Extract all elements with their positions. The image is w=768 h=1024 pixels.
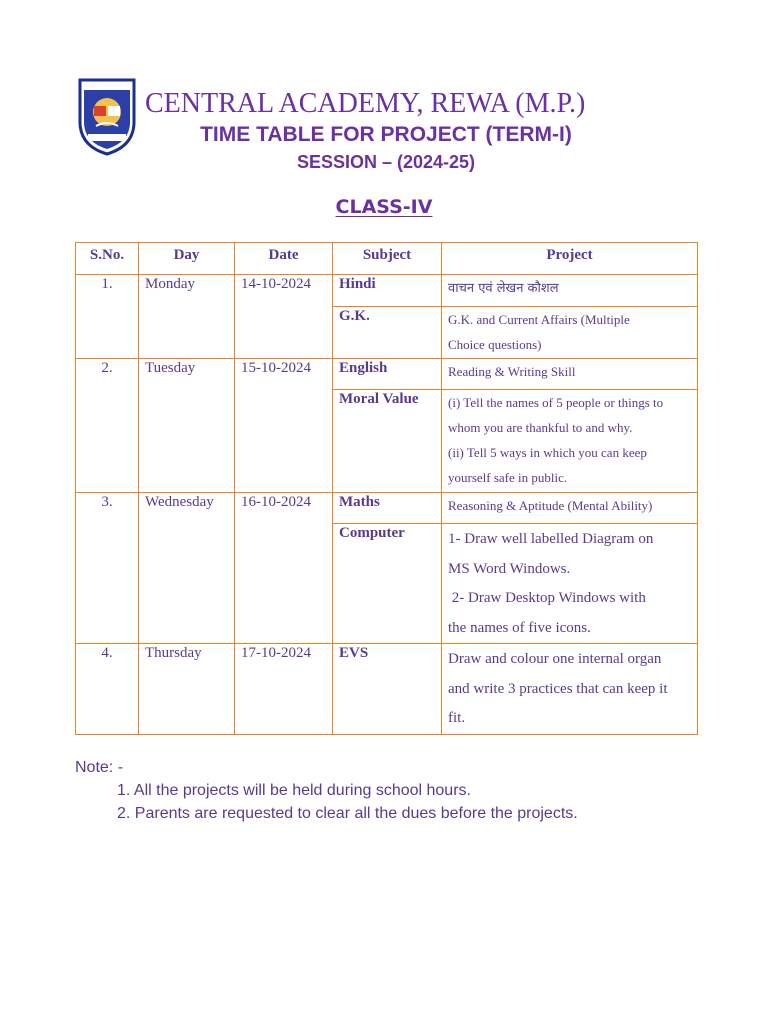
table-row [76,644,698,735]
timetable-subtitle: TIME TABLE FOR PROJECT (TERM-I) [200,123,572,146]
project-line: Reading & Writing Skill [448,364,576,379]
project-line: वाचन एवं लेखन कौशल [448,281,559,296]
cell-subject: Computer [333,524,442,644]
note-section [75,756,715,825]
cell-day: Tuesday [139,359,235,493]
cell-date: 16-10-2024 [235,493,333,644]
session-label: SESSION – (2024-25) [296,152,476,172]
project-line: MS Word Windows. [448,560,571,577]
cell-subject: EVS [333,644,442,735]
cell-subject: Maths [333,493,442,524]
table-row [76,275,698,307]
cell-project [442,493,698,524]
project-line: 1- Draw well labelled Diagram on [448,531,654,547]
cell-sno: 3. [76,493,139,644]
cell-project [442,524,698,644]
project-line: whom you are thankful to and why. [448,420,633,435]
project-line: Reasoning & Aptitude (Mental Ability) [448,498,653,513]
header-sno: S.No. [76,243,139,275]
cell-subject: G.K. [333,307,442,359]
project-line: and write 3 practices that can keep it [448,680,668,697]
header-project: Project [442,243,698,275]
cell-project [442,275,698,307]
cell-day: Monday [139,275,235,359]
class-title [0,194,768,220]
project-line: yourself safe in public. [448,470,568,485]
timetable [75,242,698,735]
cell-project [442,307,698,359]
cell-day: Wednesday [139,493,235,644]
cell-date: 17-10-2024 [235,644,333,735]
project-line: (i) Tell the names of 5 people or things to [448,395,664,410]
note-label: Note: - [75,759,124,776]
cell-project [442,644,698,735]
table-row [76,359,698,390]
project-line: G.K. and Current Affairs (Multiple [448,312,630,327]
note-item: 2. Parents are requested to clear all the dues before the projects. [117,805,578,822]
table-row [76,493,698,524]
school-name: CENTRAL ACADEMY, REWA (M.P.) [145,88,586,119]
cell-date: 14-10-2024 [235,275,333,359]
cell-sno: 2. [76,359,139,493]
cell-date: 15-10-2024 [235,359,333,493]
header-date: Date [235,243,333,275]
cell-project [442,359,698,390]
project-line: 2- Draw Desktop Windows with [448,590,646,606]
table-header-row [76,243,698,275]
project-line: (ii) Tell 5 ways in which you can keep [448,445,647,460]
cell-subject: Moral Value [333,390,442,493]
project-line: Draw and colour one internal organ [448,651,662,667]
class-title-text: CLASS-IV [335,196,433,218]
project-line: fit. [448,710,466,726]
cell-sno: 4. [76,644,139,735]
cell-project [442,390,698,493]
project-line: Choice questions) [448,337,542,352]
header-day: Day [139,243,235,275]
header-subject: Subject [333,243,442,275]
project-line: the names of five icons. [448,619,591,636]
note-item: 1. All the projects will be held during school hours. [117,782,471,799]
cell-sno: 1. [76,275,139,359]
cell-subject: English [333,359,442,390]
cell-subject: Hindi [333,275,442,307]
cell-day: Thursday [139,644,235,735]
